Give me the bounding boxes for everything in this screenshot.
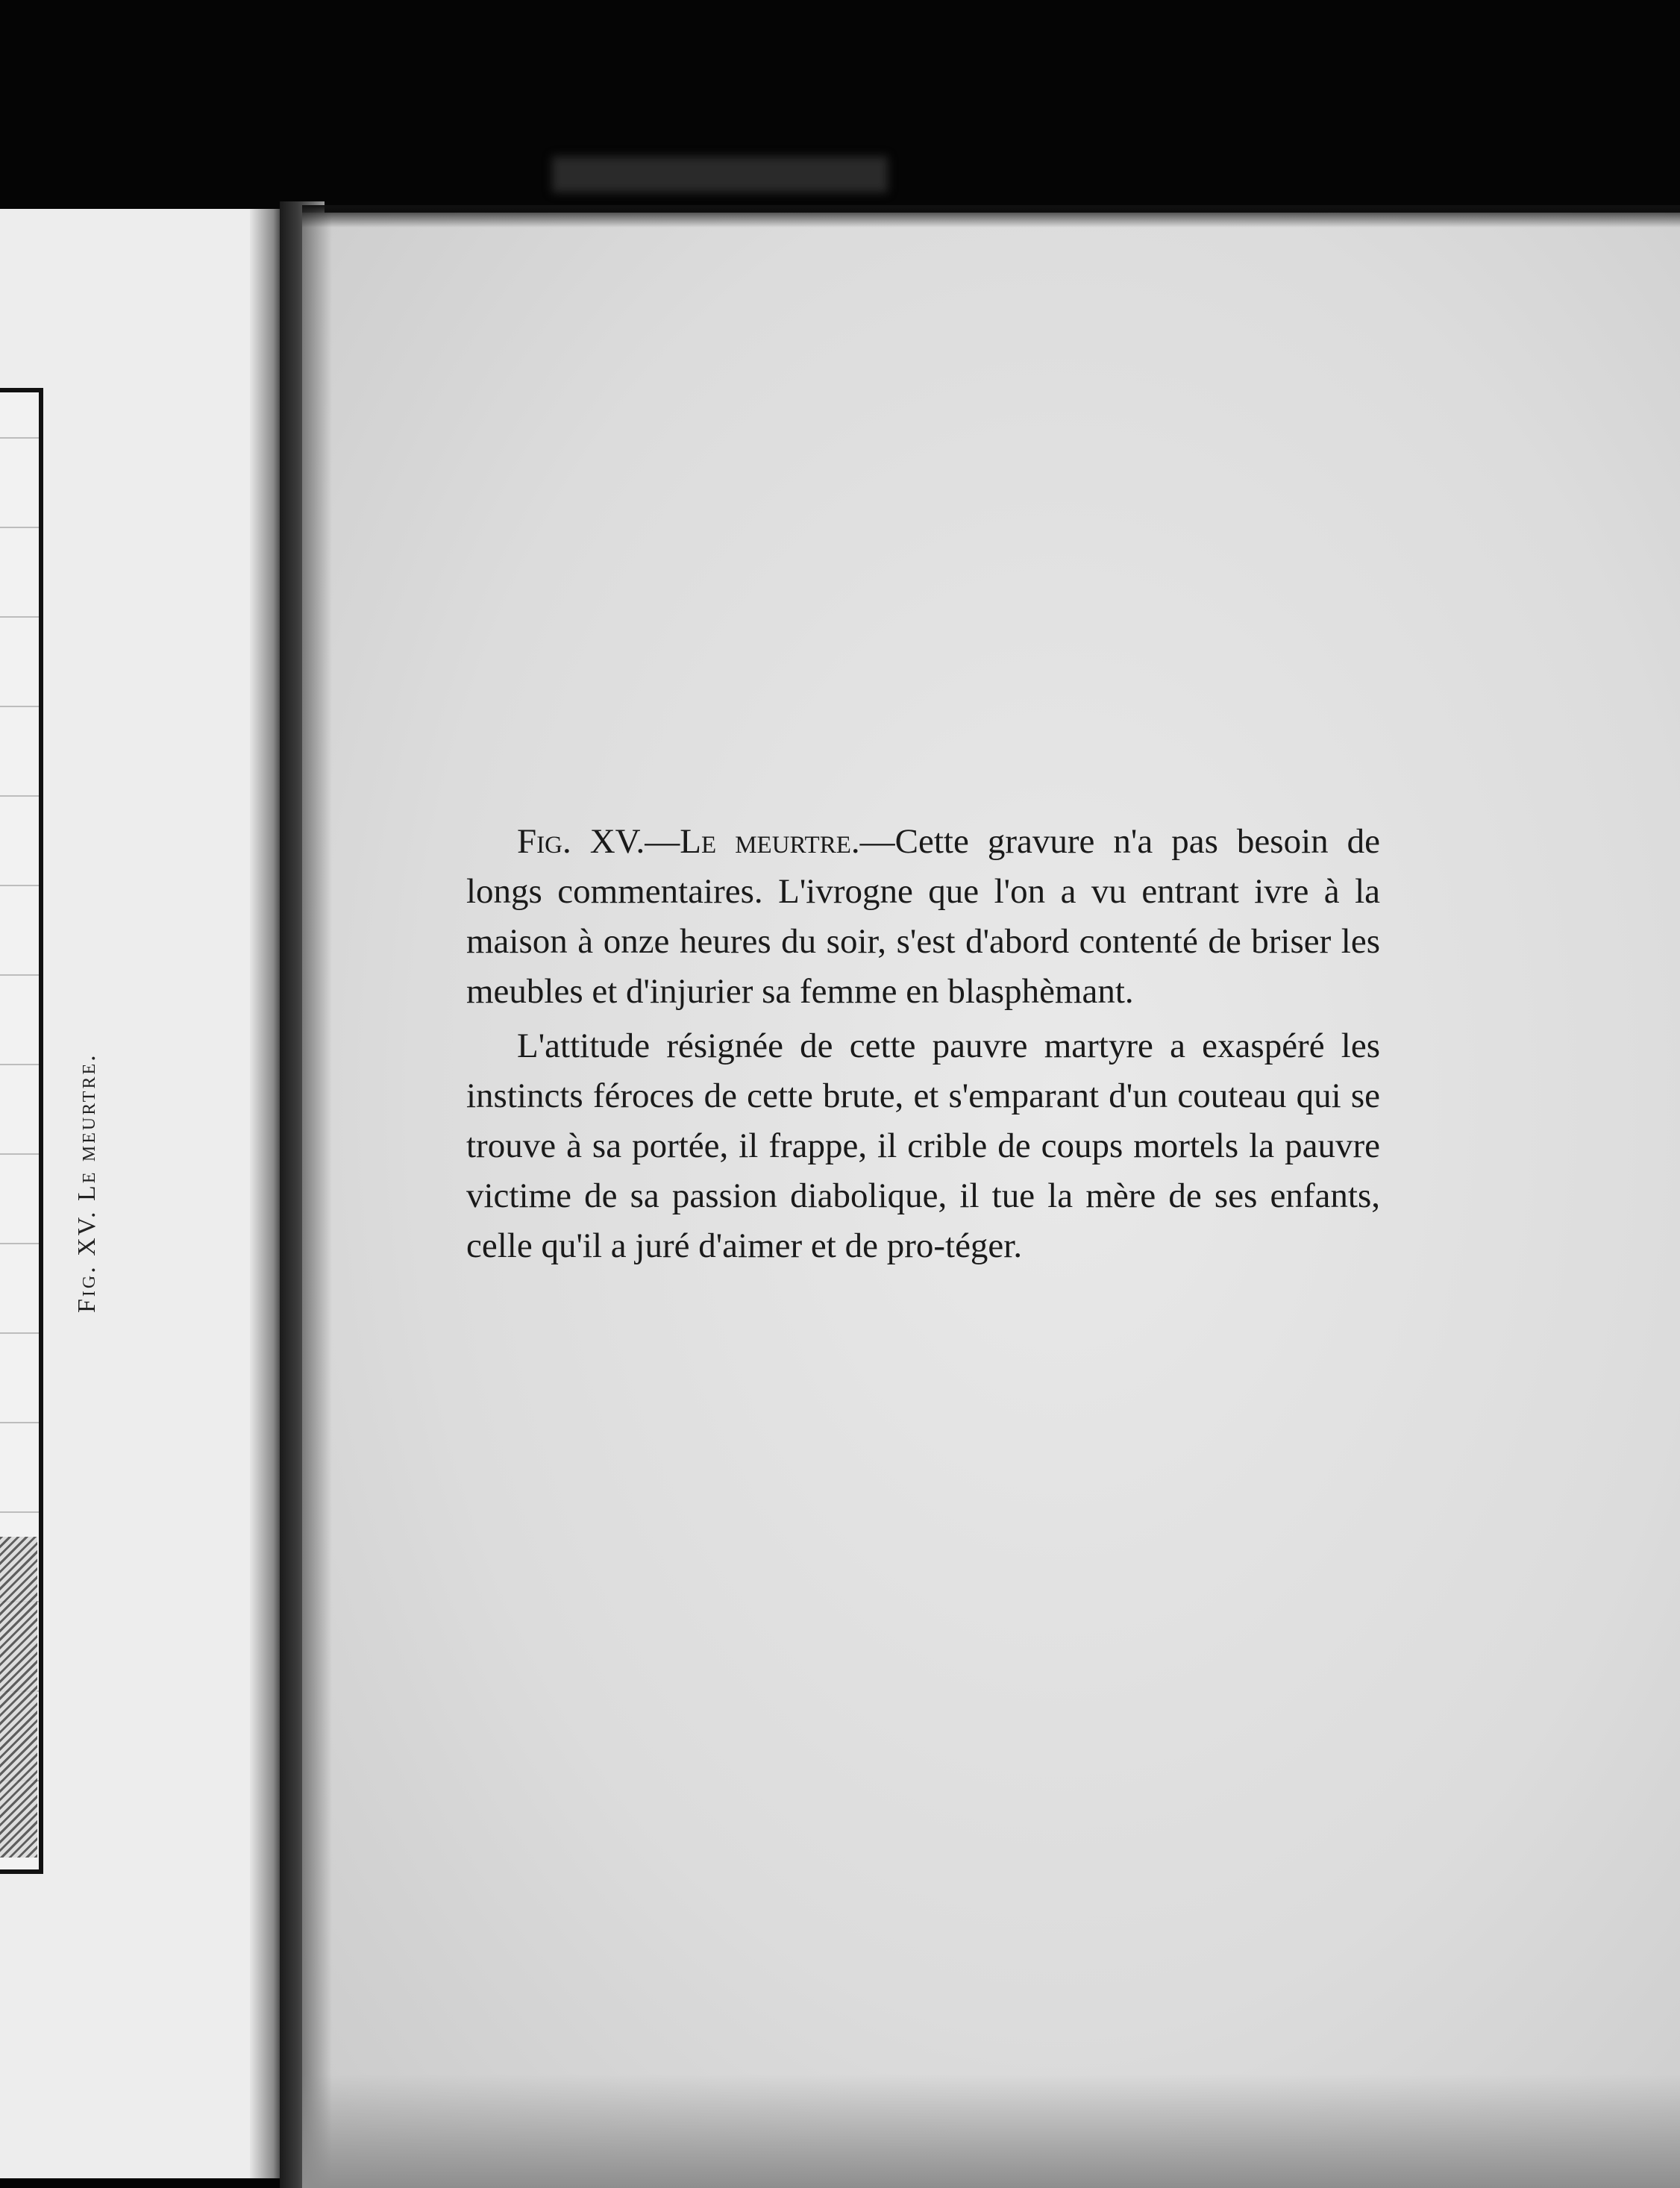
paragraph-1 (466, 817, 1380, 1017)
plate-caption: Fig. XV. Le meurtre. (73, 1053, 101, 1313)
paragraph-2-body: L'attitude résignée de cette pauvre martyre a exaspéré les instincts féroces de cette brute, et s'emparant d'un couteau qui se trouve à sa portée, il frappe, il crible de coups mortels la pauvre victime de sa passion diabolique, il tue la mère de ses enfants, celle qu'il a juré d'aimer et de pro-téger. (466, 1026, 1380, 1265)
page-top-shadow (302, 205, 1680, 228)
figure-description (466, 817, 1380, 1271)
engraving-hatching (0, 1537, 37, 1858)
paragraph-1-body: —Cette gravure n'a pas besoin de longs commentaires. L'ivrogne que l'on a vu entrant ivre à la maison à onze heures du soir, s'est d'abord contenté de briser les meubles et d'injurier sa femme en blasphèmant. (466, 822, 1381, 1011)
scan-smudge (552, 157, 888, 192)
paragraph-2 (466, 1021, 1380, 1271)
right-page-edge-shadow (302, 213, 332, 2188)
figure-label: Fig. XV.—Le meurtre. (517, 822, 860, 861)
left-page-shadow (250, 209, 283, 2178)
right-page-bottom-shadow (302, 2074, 1680, 2188)
